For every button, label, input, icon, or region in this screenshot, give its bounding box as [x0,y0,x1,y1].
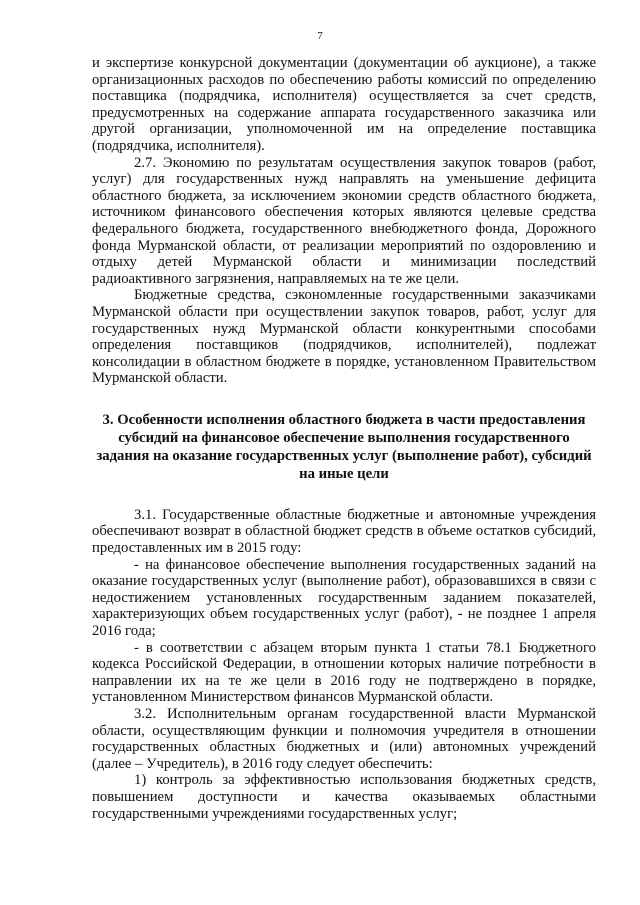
paragraph-2-7: 2.7. Экономию по результатам осуществления закупок товаров (работ, услуг) для государственных нужд направлять на уменьшение дефицита областного бюджета, за исключением экономии средств областного бюджета, источником финансового обеспечения которых являются целевые средства федерального бюджета, государственного внебюджетного фонда, Дорожного фонда Мурманской области, от реализации мероприятий по оздоровлению и отдыху детей Мурманской области и минимизации последствий радиоактивного загрязнения, направляемых на те же цели. [92,154,596,287]
page-number: 7 [317,30,323,42]
paragraph-continuation: и экспертизе конкурсной документации (документации об аукционе), а также организационных расходов по обеспечению работы комиссий по определению поставщика (подрядчика, исполнителя) осуществляется за счет средств, предусмотренных на содержание аппарата государственного заказчика или другой организации, уполномоченной им на определение поставщика (подрядчика, исполнителя). [92,55,596,154]
section-3-heading: 3. Особенности исполнения областного бюджета в части предоставления субсидий на финансовое обеспечение выполнения государственного задания на оказание государственных услуг (выполнение работ), субсидий на иные цели [96,411,592,482]
list-item-control: 1) контроль за эффективностью использования бюджетных средств, повышением доступности и качества оказываемых областными государственными учреждениями государственных услуг; [92,772,596,822]
paragraph-budget-savings: Бюджетные средства, сэкономленные государственными заказчиками Мурманской области при осуществлении закупок товаров, работ, услуг для государственных нужд Мурманской области конкурентными способами определения поставщиков (подрядчиков, исполнителей), подлежат консолидации в областном бюджете в порядке, установленном Правительством Мурманской области. [92,287,596,387]
document-body [92,55,596,822]
list-item-state-task: - на финансовое обеспечение выполнения государственных заданий на оказание государственных услуг (выполнение работ), образовавшихся в связи с недостижением установленных государственным заданием показателей, характеризующих объем государственных услуг (работ), - не позднее 1 апреля 2016 года; [92,556,596,640]
list-item-budget-code: - в соответствии с абзацем вторым пункта 1 статьи 78.1 Бюджетного кодекса Российской Федерации, в отношении которых наличие потребности в направлении их на те же цели в 2016 году не подтверждено в порядке, установленном Министерством финансов Мурманской области. [92,639,596,706]
paragraph-3-2: 3.2. Исполнительным органам государственной власти Мурманской области, осуществляющим функции и полномочия учредителя в отношении государственных областных бюджетных и (или) автономных учреждений (далее – Учредитель), в 2016 году следует обеспечить: [92,706,596,772]
paragraph-3-1: 3.1. Государственные областные бюджетные и автономные учреждения обеспечивают возврат в областной бюджет средств в объеме остатков субсидий, предоставленных им в 2015 году: [92,506,596,557]
